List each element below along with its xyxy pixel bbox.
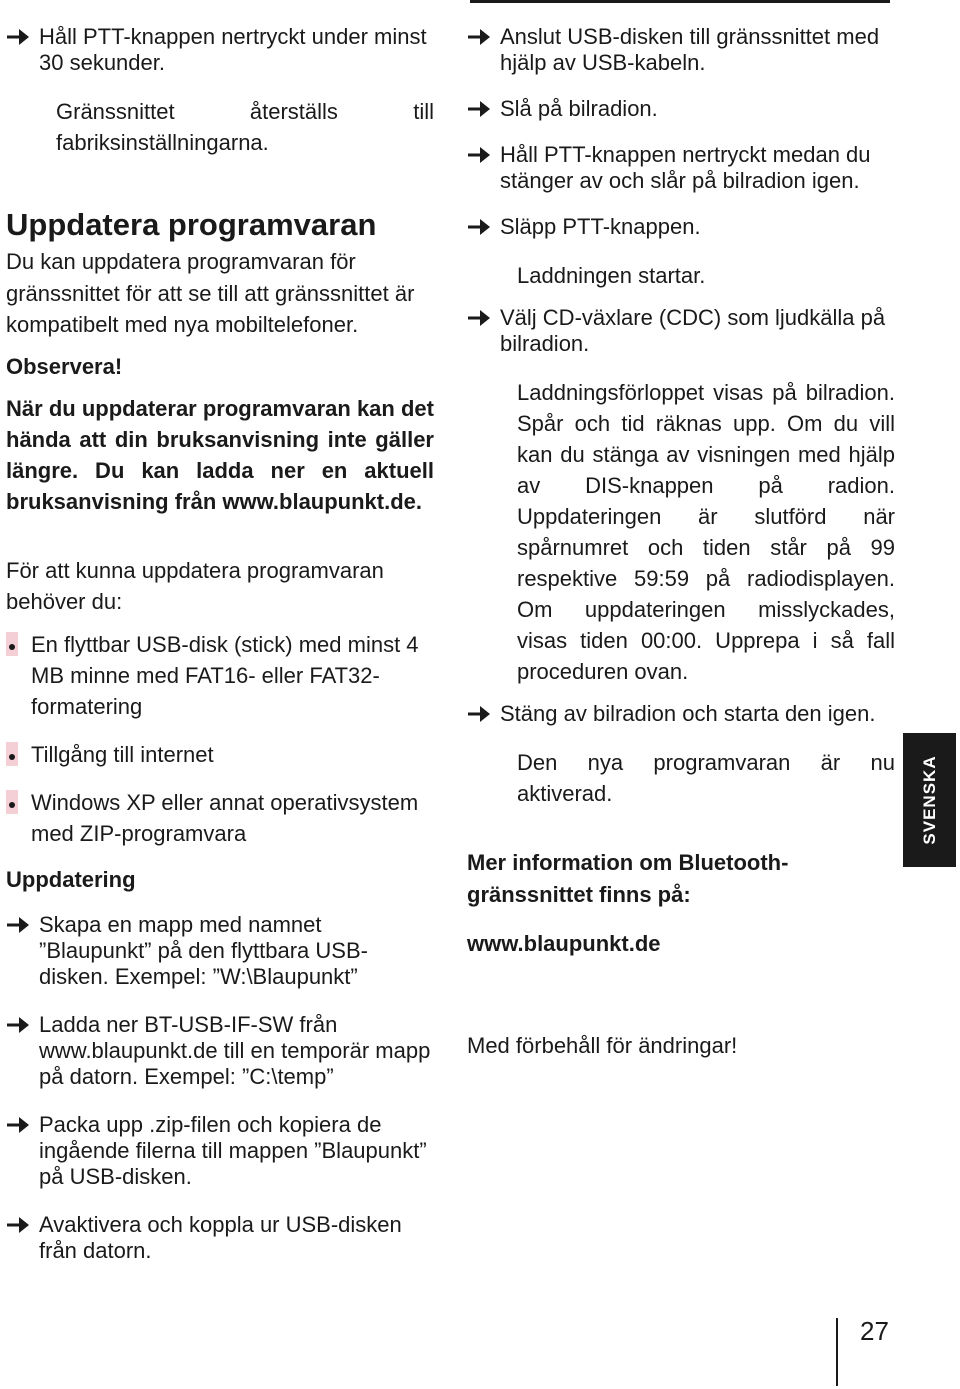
procedure-step-text: Anslut USB-disken till gränssnittet med hjälp av USB-kabeln. [500,24,880,75]
update-steps [6,912,434,1264]
update-step-text: Skapa en mapp med namnet ”Blaupunkt” på den flyttbara USB-disken. Exempel: ”W:\Blaupunkt” [39,911,368,989]
reservation-note: Med förbehåll för ändringar! [467,1033,738,1058]
list-item [6,629,434,722]
procedure-step-text: Släpp PTT-knappen. [500,214,701,239]
left-column [6,24,434,1286]
bullet-marker [6,632,18,656]
update-step [6,912,434,990]
procedure-step [467,305,895,357]
arrow-right-icon [467,24,497,50]
top-rule [470,0,890,3]
arrow-right-icon [6,912,36,938]
reset-result: Gränssnittet återställs till fabriksinställningarna. [56,99,434,155]
page-number: 27 [860,1316,889,1346]
bullet-marker [6,742,18,766]
more-info-heading: Mer information om Bluetooth-gränssnittet finns på: [467,850,789,907]
list-item-text: Windows XP eller annat operativsystem med ZIP-programvara [31,789,419,846]
procedure-step-text: Håll PTT-knappen nertryckt medan du stänger av och slår på bilradion igen. [500,142,871,193]
update-step-text: Packa upp .zip-filen och kopiera de ingående filerna till mappen ”Blaupunkt” på USB-disken. [39,1111,427,1189]
update-heading: Uppdatering [6,866,136,892]
language-tab-label: SVENSKA [919,755,939,845]
procedure-step [467,214,895,240]
arrow-right-icon [6,24,36,50]
section-heading: Uppdatera programvaran [6,207,377,242]
website-url: www.blaupunkt.de [467,931,661,956]
requirements-intro: För att kunna uppdatera programvaran behöver du: [6,557,384,614]
arrow-right-icon [6,1112,36,1138]
update-step [6,1212,434,1264]
update-step [6,1112,434,1190]
page-number-rule [836,1318,838,1386]
loading-result: Laddningen startar. [517,263,706,288]
procedure-step-text: Slå på bilradion. [500,96,658,121]
section-paragraph: Du kan uppdatera programvaran för gränssnittet för att se till att gränssnittet är kompatibelt med nya mobiltelefoner. [6,249,415,337]
list-item [6,787,434,849]
arrow-right-icon [467,142,497,168]
update-step [6,1012,434,1090]
procedure-step-text: Välj CD-växlare (CDC) som ljudkälla på bilradion. [500,305,886,356]
arrow-right-icon [6,1212,36,1238]
arrow-right-icon [467,701,497,727]
update-step-text: Ladda ner BT-USB-IF-SW från www.blaupunkt.de till en temporär mapp på datorn. Exempel: ”C:\temp” [39,1011,431,1089]
list-item-text: Tillgång till internet [31,741,214,767]
arrow-right-icon [467,214,497,240]
observe-note: När du uppdaterar programvaran kan det hända att din bruksanvisning inte gäller längre. Du kan ladda ner en aktuell bruksanvisning från www.blaupunkt.de. [6,395,434,514]
list-item-text: En flyttbar USB-disk (stick) med minst 4 MB minne med FAT16- eller FAT32-formatering [31,631,419,719]
procedure-step-text: Stäng av bilradion och starta den igen. [500,701,876,726]
requirements-list [6,629,434,849]
progress-result: Laddningsförloppet visas på bilradion. Spår och tid räknas upp. Om du vill kan du stänga av visningen med hjälp av DIS-knappen på radion. Uppdateringen är slutförd när spårnumret och tiden står på 99 respektive 59:59 på radiodisplayen. Om uppdateringen misslyckades, visas tiden 00:00. Upprepa i så fall proceduren ovan. [517,380,895,684]
procedure-step [467,142,895,194]
bullet-marker [6,790,18,814]
update-step-text: Avaktivera och koppla ur USB-disken från datorn. [39,1211,402,1263]
list-item [6,739,434,770]
right-column [467,24,895,1061]
reset-step-text: Håll PTT-knappen nertryckt under minst 30 sekunder. [39,24,427,75]
procedure-step [467,24,895,76]
observe-heading: Observera! [6,353,123,379]
active-result: Den nya programvaran är nu aktiverad. [517,750,895,806]
arrow-right-icon [6,1012,36,1038]
procedure-step [467,701,895,727]
arrow-right-icon [467,96,497,122]
arrow-right-icon [467,305,497,331]
language-tab [903,733,956,867]
reset-step [6,24,434,76]
procedure-step [467,96,895,122]
